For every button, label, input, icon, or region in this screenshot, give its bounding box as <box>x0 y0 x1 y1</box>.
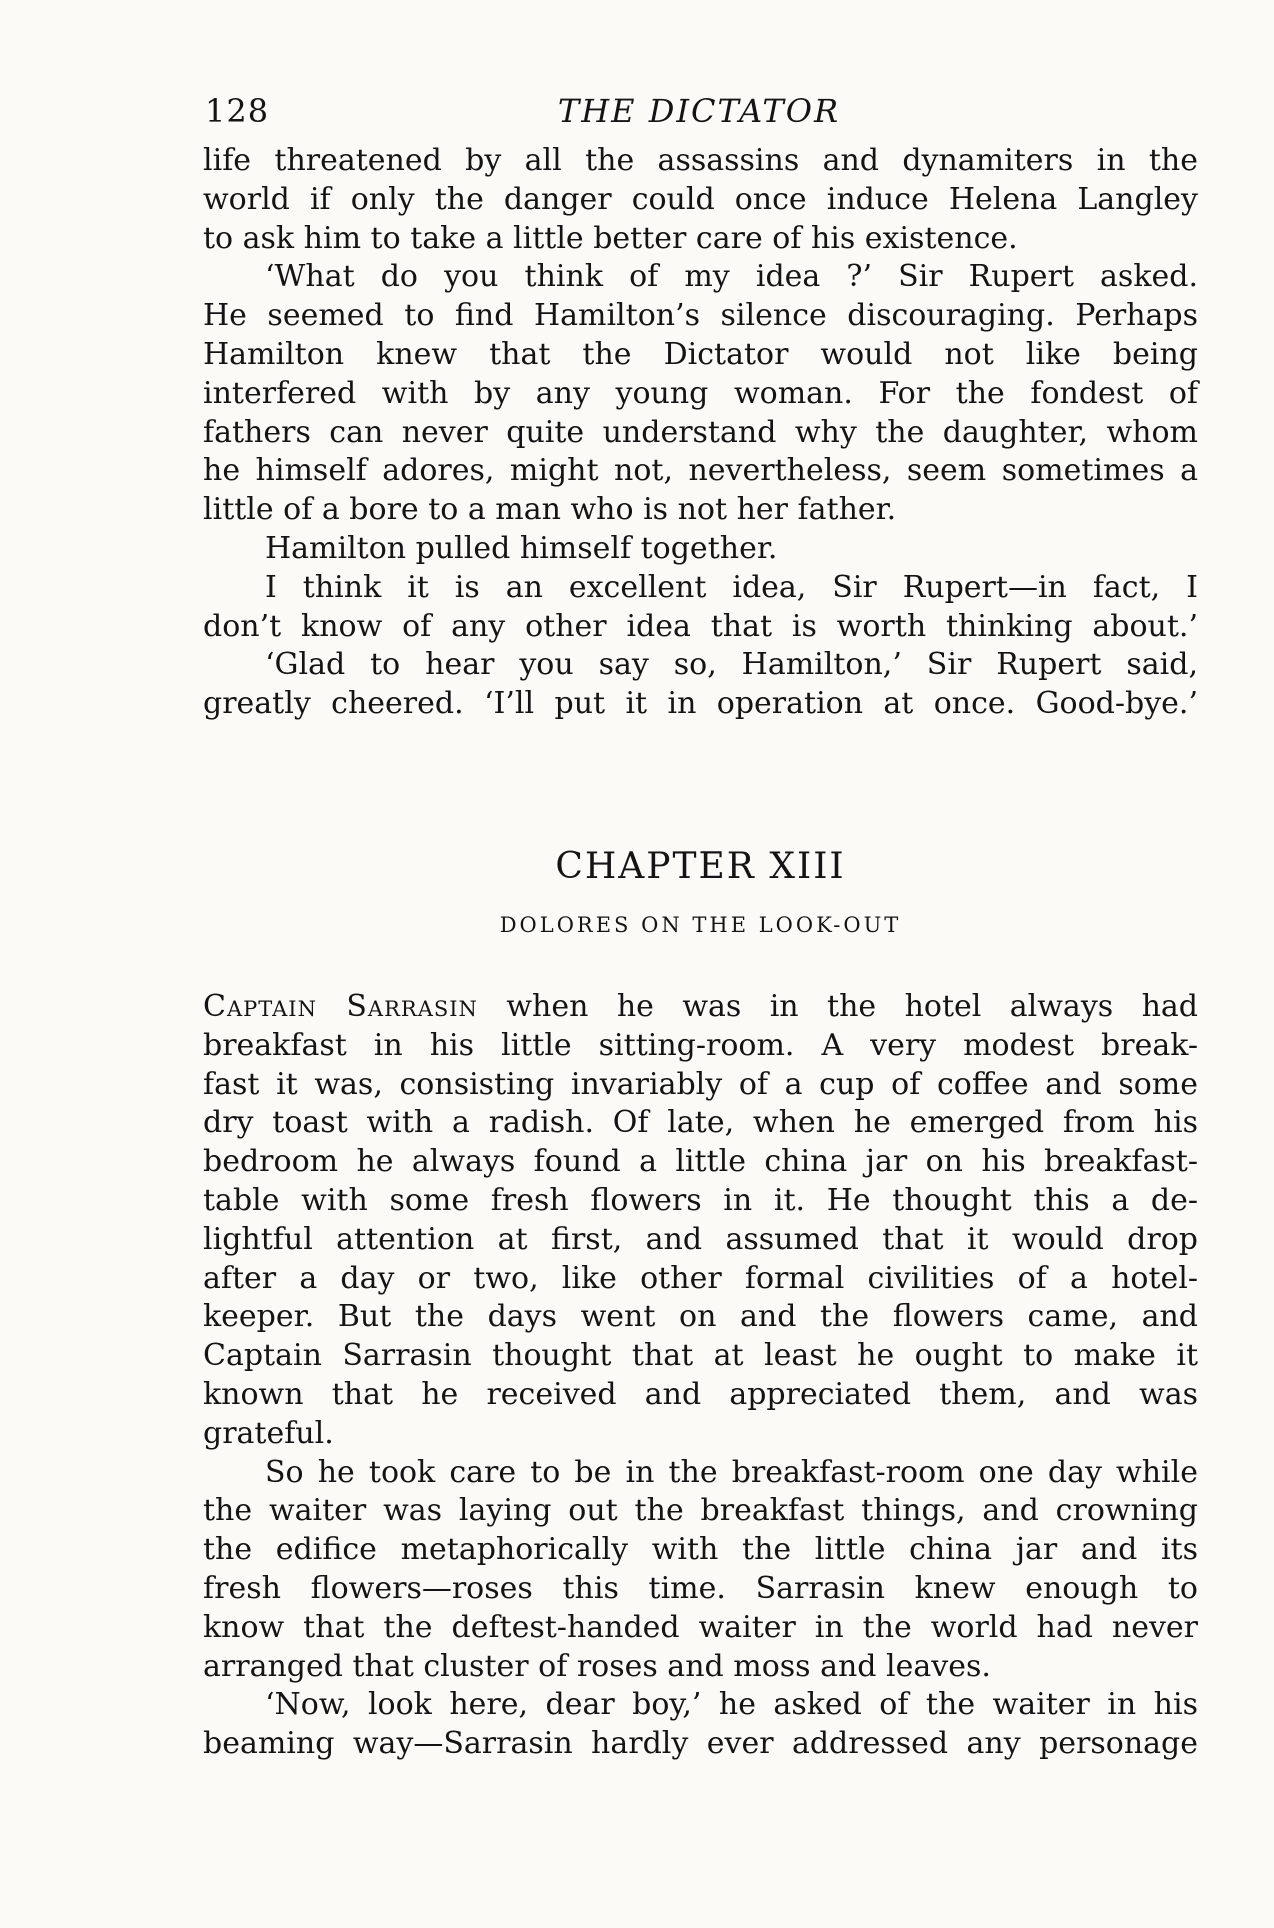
text-line: ‘Now, look here, dear boy,’ he asked of the waiter in his <box>265 1687 1198 1723</box>
text-line: table with some fresh flowers in it. He thought this a de- <box>203 1182 1198 1218</box>
page-number: 128 <box>205 92 270 130</box>
text-line: greatly cheered. ‘I’ll put it in operation at once. Good-bye.’ <box>203 686 1198 722</box>
text-line: Hamilton knew that the Dictator would not like being <box>203 336 1198 372</box>
text-line: world if only the danger could once induce Helena Langley <box>203 181 1198 217</box>
text-line: breakfast in his little sitting-room. A very modest break- <box>203 1027 1198 1063</box>
text-line: Hamilton pulled himself together. <box>265 530 778 566</box>
text-line: known that he received and appreciated them, and was <box>203 1376 1198 1412</box>
text-line: beaming way—Sarrasin hardly ever addressed any personage <box>203 1726 1198 1762</box>
text-line: dry toast with a radish. Of late, when he emerged from his <box>203 1105 1198 1141</box>
text-line: ‘Glad to hear you say so, Hamilton,’ Sir Rupert said, <box>265 647 1198 683</box>
text-line: lightful attention at first, and assumed that it would drop <box>203 1221 1198 1257</box>
text-line: arranged that cluster of roses and moss and leaves. <box>203 1648 991 1684</box>
running-header <box>203 92 1195 136</box>
text-line: keeper. But the days went on and the flowers came, and <box>203 1299 1198 1335</box>
text-line: know that the deftest-handed waiter in the world had never <box>203 1609 1198 1645</box>
running-title: THE DICTATOR <box>557 92 841 130</box>
text-line: bedroom he always found a little china jar on his breakfast- <box>203 1144 1198 1180</box>
opening-rest: when he was in the hotel always had <box>477 989 1198 1024</box>
text-line: life threatened by all the assassins and dynamiters in the <box>203 143 1198 178</box>
text-line: interfered with by any young woman. For the fondest of <box>203 375 1198 411</box>
text-line: So he took care to be in the breakfast-room one day while <box>265 1454 1198 1490</box>
text-line: little of a bore to a man who is not her father. <box>203 492 897 528</box>
body-text-top <box>203 142 1198 724</box>
text-line: fathers can never quite understand why the daughter, whom <box>203 414 1198 450</box>
text-line: after a day or two, like other formal civilities of a hotel- <box>203 1260 1198 1296</box>
text-line-first <box>203 988 1198 1027</box>
text-line: Captain Sarrasin thought that at least he ought to make it <box>203 1338 1198 1374</box>
text-line: He seemed to find Hamilton’s silence discouraging. Perhaps <box>203 298 1198 334</box>
text-line: the waiter was laying out the breakfast things, and crowning <box>203 1493 1198 1529</box>
text-line: grateful. <box>203 1415 334 1451</box>
text-line: fast it was, consisting invariably of a cup of coffee and some <box>203 1066 1198 1102</box>
opening-words: Captain Sarrasin <box>203 989 478 1024</box>
text-line: to ask him to take a little better care of his existence. <box>203 220 1018 256</box>
text-line: the edifice metaphorically with the little china jar and its <box>203 1532 1198 1568</box>
text-line: don’t know of any other idea that is worth thinking about.’ <box>203 608 1198 644</box>
text-line: ‘What do you think of my idea ?’ Sir Rupert asked. <box>265 259 1198 295</box>
chapter-subtitle: DOLORES ON THE LOOK-OUT <box>499 913 902 937</box>
text-line: he himself adores, might not, nevertheless, seem sometimes a <box>203 453 1198 489</box>
chapter-title: CHAPTER XIII <box>555 846 846 887</box>
text-line: fresh flowers—roses this time. Sarrasin knew enough to <box>203 1570 1198 1606</box>
body-text-chapter <box>203 988 1198 1764</box>
text-line: I think it is an excellent idea, Sir Rupert—in fact, I <box>265 569 1198 605</box>
